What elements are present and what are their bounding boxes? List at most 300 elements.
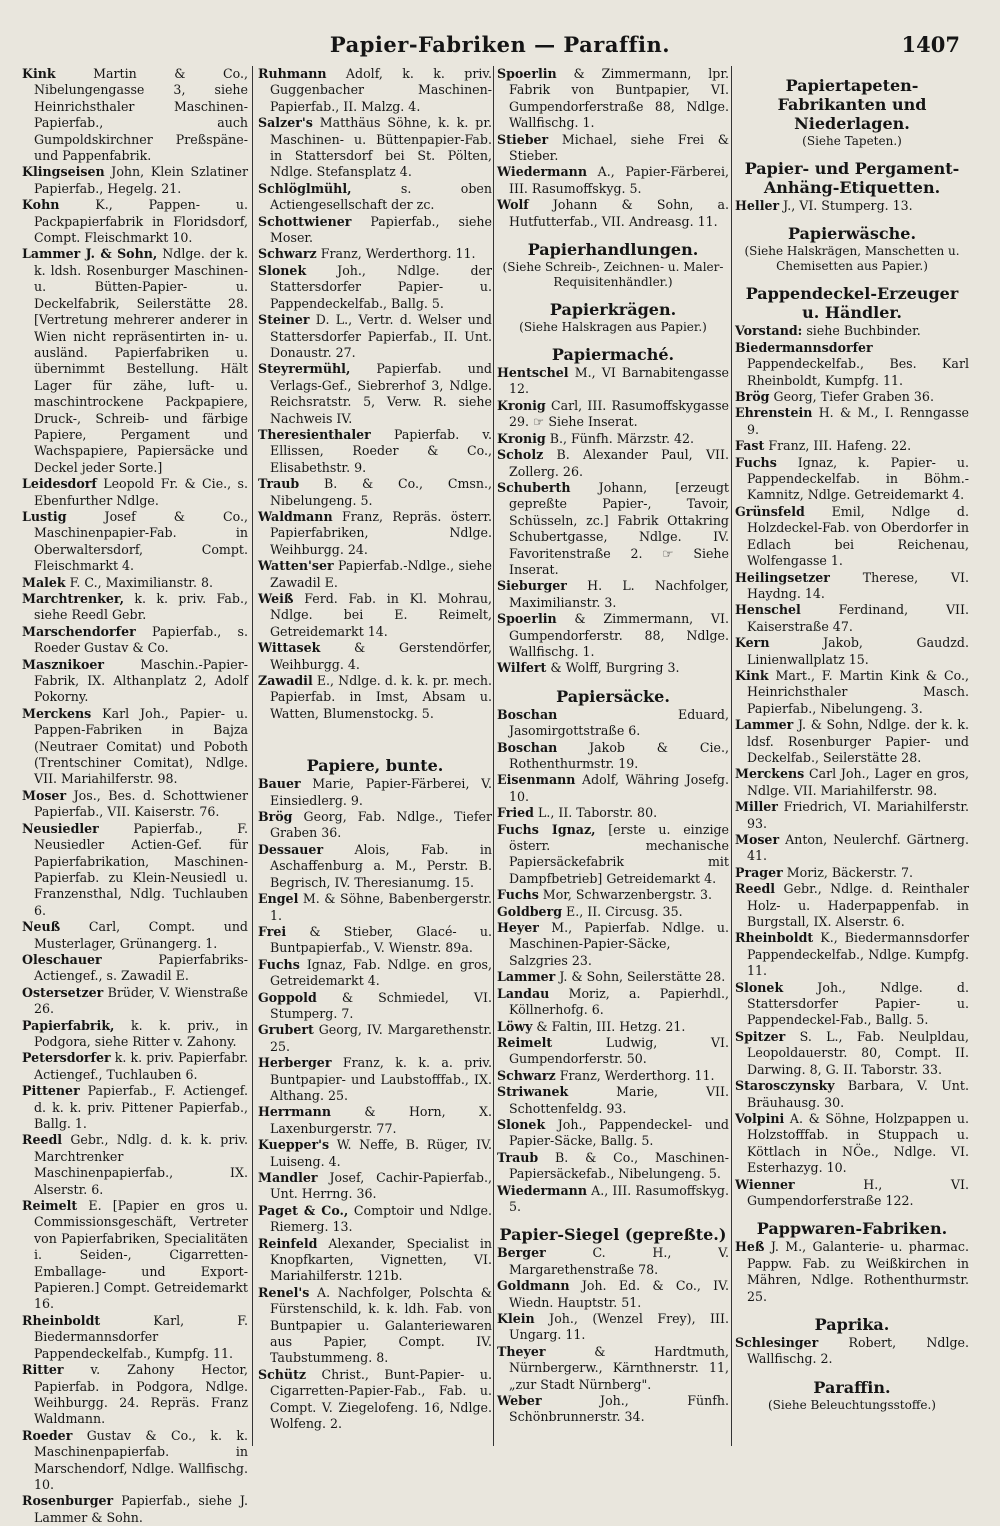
entry-name: Biedermannsdorfer [735, 339, 873, 355]
entry-text: Franz, Werderthorg. 11. [555, 1067, 715, 1083]
entry-name: Henschel [735, 602, 801, 618]
entry-name: Schlesinger [735, 1334, 819, 1350]
entry-name: Vorstand: [735, 323, 803, 339]
entry-name: Moser [735, 832, 780, 847]
entry-name: Heyer [497, 920, 539, 936]
section-heading: Papiermaché. [551, 345, 675, 365]
entry-name: Spoerlin [497, 611, 557, 627]
directory-entry [258, 312, 492, 361]
entry-text: & Schmiedel, VI. Stumperg. 7. [270, 989, 492, 1021]
entry-name: Spitzer [735, 1028, 786, 1044]
entry-name: Kern [735, 635, 770, 651]
directory-entry [497, 1068, 729, 1084]
entry-name: Striwanek [497, 1084, 569, 1100]
entry-name: Neusiedler [22, 820, 99, 836]
directory-entry [735, 668, 969, 717]
entry-text: Jakob, Gaudzd. Linienwallplatz 15. [747, 635, 969, 667]
entry-name: Rosenburger [22, 1493, 114, 1509]
entry-text: B. & Co., Maschinen-Papiersäckefab., Nibelungeng. 5. [509, 1149, 729, 1182]
entry-name: Papierfabrik, [22, 1017, 115, 1033]
directory-entry [497, 365, 729, 398]
directory-entry [735, 1177, 969, 1210]
entry-text: Ferd. Fab. in Kl. Mohrau, Ndlge. bei E. Reimelt, Getreidemarkt 14. [270, 591, 492, 639]
directory-entry [22, 1313, 248, 1362]
section-heading: Papierkrägen. [549, 300, 677, 320]
directory-entry [735, 455, 969, 504]
entry-text: Franz, k. k. a. priv. Buntpapier- und Laubstofffab., IX. Althang. 25. [270, 1055, 492, 1103]
directory-entry [258, 957, 492, 990]
entry-name: Kohn [22, 197, 60, 213]
entry-text: E., II. Circusg. 35. [562, 903, 683, 919]
directory-entry [497, 660, 729, 676]
directory-entry [497, 986, 729, 1019]
entry-name: Schlöglmühl, [258, 180, 352, 196]
entry-text: Alois, Fab. in Aschaffenburg a. M., Perstr. B. Begrisch, IV. Theresianumg. 15. [270, 841, 492, 890]
directory-entry [497, 904, 729, 920]
directory-entry [735, 799, 969, 832]
entry-name: Fast [735, 438, 765, 454]
entry-name: Goppold [258, 989, 317, 1005]
entry-name: Schütz [258, 1366, 307, 1382]
entry-name: Reimelt [22, 1198, 78, 1214]
entry-text: Adolf, Währing Josefg. 10. [509, 772, 729, 804]
directory-entry [22, 246, 248, 476]
entry-name: Wiedermann [497, 164, 587, 180]
entry-text: Joh. Ed. & Co., IV. Wiedn. Hauptstr. 51. [509, 1278, 729, 1310]
entry-text: & Faltin, III. Hetzg. 21. [532, 1018, 686, 1034]
entry-text: Ignaz, Fab. Ndlge. en gros, Getreidemarkt 4. [270, 956, 492, 989]
entry-text: S. L., Fab. Neulpldau, Leopoldauerstr. 80, Compt. II. Darwing. 8, G. II. Taborstr. 33. [747, 1028, 969, 1077]
directory-entry [258, 427, 492, 476]
entry-text: Joh., Fünfh. Schönbrunnerstr. 34. [509, 1393, 729, 1425]
entry-name: Bauer [258, 776, 301, 792]
entry-name: Fuchs [497, 887, 539, 903]
entry-text: Franz, Werderthorg. 11. [316, 246, 476, 262]
entry-text: Pappendeckelfab., Bes. Karl Rheinboldt, Kumpfg. 11. [747, 356, 969, 388]
entry-text: Leopold Fr. & Cie., s. Ebenfurther Ndlge. [34, 476, 248, 508]
entry-name: Oleschauer [22, 951, 102, 967]
directory-entry [258, 509, 492, 558]
entry-name: Fuchs [735, 454, 777, 470]
directory-entry [735, 1029, 969, 1078]
entry-text: Matthäus Söhne, k. k. pr. Maschinen- u. Büttenpapier-Fab. in Stattersdorf bei St. Pölten, Ndlge. Stefansplatz 4. [270, 115, 492, 180]
entry-text: Georg, Tiefer Graben 36. [769, 389, 934, 405]
directory-entry [735, 602, 969, 635]
directory-entry [497, 447, 729, 480]
entry-text: B., Fünfh. Märzstr. 42. [545, 430, 694, 446]
entry-name: Volpini [735, 1110, 785, 1126]
entry-text: & Zimmermann, VI. Gumpendorferstr. 88, Ndlge. Wallfischg. 1. [509, 611, 729, 659]
entry-name: Zawadil [258, 673, 313, 689]
entry-text: Papierfabriks-Actiengef., s. Zawadil E. [34, 951, 248, 984]
entry-text: F. C., Maximilianstr. 8. [65, 574, 213, 590]
section-heading: Pappwaren-Fabriken. [756, 1219, 948, 1239]
directory-entry [258, 1285, 492, 1367]
entry-name: Lammer J. & Sohn, [22, 246, 158, 262]
entry-name: Salzer's [258, 115, 313, 131]
directory-entry [22, 1083, 248, 1132]
directory-entry [258, 263, 492, 312]
directory-entry [735, 1239, 969, 1305]
entry-text: Papierfab. v. Ellissen, Roeder & Co., Elisabethstr. 9. [270, 426, 492, 475]
entry-name: Marchtrenker, [22, 591, 125, 606]
directory-entry [22, 1428, 248, 1494]
entry-text: Jakob & Cie., Rothenthurmstr. 19. [509, 739, 729, 771]
entry-text: Mart., F. Martin Kink & Co., Heinrichsthaler Masch. Papierfab., Nibelungeng. 3. [747, 667, 969, 716]
entry-name: Traub [258, 476, 300, 492]
section-heading: Papiere, bunte. [306, 756, 444, 776]
entry-name: Steyrermühl, [258, 361, 351, 377]
entry-text: k. k. priv. Papierfabr. Actiengef., Tuchlauben 6. [34, 1050, 248, 1082]
entry-name: Weiß [258, 591, 294, 606]
entry-text: L., II. Taborstr. 80. [533, 805, 658, 821]
directory-entry [497, 1117, 729, 1150]
entry-name: Reedl [735, 881, 776, 897]
entry-name: Schottwiener [258, 213, 352, 229]
directory-entry [735, 635, 969, 668]
directory-entry [497, 1393, 729, 1426]
entry-text: A., III. Rasumoffskyg. 5. [509, 1182, 729, 1214]
entry-text: Michael, siehe Frei & Stieber. [509, 131, 729, 164]
entry-name: Spoerlin [497, 66, 557, 81]
entry-name: Renel's [258, 1284, 310, 1300]
entry-name: Mandler [258, 1170, 318, 1185]
entry-text: Emil, Ndlge d. Holzdeckel-Fab. von Oberdorfer in Edlach bei Reichenau, Wolfengasse 1. [747, 503, 969, 569]
entry-name: Lammer [735, 717, 794, 733]
entry-text: v. Zahony Hector, Papierfab. in Podgora, Ndlge. Weihburgg. 24. Repräs. Franz Waldmann. [34, 1362, 248, 1427]
entry-text: Carl, Compt. und Musterlager, Grünangerg. 1. [34, 919, 248, 951]
page-title: Papier-Fabriken — Paraffin. [329, 32, 671, 57]
entry-text: Marie, VII. Schottenfeldg. 93. [509, 1084, 729, 1116]
directory-entry [22, 1050, 248, 1083]
section-note: (Siehe Schreib-, Zeichnen- u. Maler-Requisitenhändler.) [502, 260, 724, 290]
section-heading: Papier-Siegel (gepreßte.) [499, 1225, 727, 1245]
directory-entry [735, 1078, 969, 1111]
entry-name: Ehrenstein [735, 405, 813, 421]
entry-text: Eduard, Jasomirgottstraße 6. [509, 706, 729, 739]
directory-entry [735, 930, 969, 979]
directory-entry [22, 575, 248, 591]
directory-entry [497, 132, 729, 165]
directory-entry [258, 924, 492, 957]
directory-entry [22, 952, 248, 985]
directory-entry [258, 673, 492, 722]
column-2 [258, 66, 492, 1486]
directory-entry [22, 788, 248, 821]
entry-name: Theresienthaler [258, 426, 371, 442]
directory-entry [497, 772, 729, 805]
directory-entry [497, 822, 729, 888]
entry-text: W. Neffe, B. Rüger, IV. Luiseng. 4. [270, 1137, 492, 1169]
entry-name: Boschan [497, 706, 558, 722]
entry-text: Georg, Fab. Ndlge., Tiefer Graben 36. [270, 809, 492, 841]
directory-entry [735, 766, 969, 799]
directory-entry [497, 969, 729, 985]
directory-entry [22, 476, 248, 509]
entry-text: Marie, Papier-Färberei, V. Einsiedlerg. 9. [270, 776, 492, 808]
directory-entry [497, 1344, 729, 1393]
entry-name: Steiner [258, 312, 310, 328]
entry-text: Papierfab.-Ndlge., siehe Zawadil E. [270, 558, 492, 590]
entry-name: Wolf [497, 197, 529, 213]
directory-entry [497, 920, 729, 969]
directory-entry [735, 405, 969, 438]
entry-text: Gebr., Ndlge. d. Reinthaler Holz- u. Haderpappenfab. in Burgstall, IX. Alserstr. 6. [747, 881, 969, 930]
entry-name: Kink [735, 667, 769, 683]
directory-entry [258, 558, 492, 591]
entry-name: Engel [258, 891, 299, 907]
entry-name: Fried [497, 805, 534, 821]
entry-text: Carl, III. Rasumoffskygasse 29. ☞ Siehe Inserat. [509, 397, 729, 430]
entry-text: Alexander, Specialist in Knopfkarten, Vignetten, VI. Mariahilferstr. 121b. [270, 1235, 492, 1284]
entry-text: Robert, Ndlge. Wallfischg. 2. [747, 1334, 969, 1367]
entry-text: Joh., Ndlge. d. Stattersdorfer Papier- u. Pappendeckel-Fab., Ballg. 5. [747, 979, 969, 1028]
entry-name: Fuchs [258, 956, 300, 972]
entry-name: Klingseisen [22, 164, 105, 180]
entry-name: Lustig [22, 508, 67, 524]
entry-name: Stieber [497, 131, 549, 147]
entry-text: [erste u. einzige österr. mechanische Papiersäckefabrik mit Dampfbetrieb] Getreidemarkt 4. [509, 821, 729, 886]
section-heading: Pappendeckel-Erzeuger u. Händler. [745, 284, 959, 323]
directory-entry [258, 181, 492, 214]
directory-entry [735, 389, 969, 405]
entry-name: Ruhmann [258, 66, 327, 81]
entry-name: Löwy [497, 1018, 533, 1034]
directory-entry [497, 611, 729, 660]
entry-text: Papierfab. und Verlags-Gef., Siebrerhof 3, Ndlge. Reichsratstr. 5, Verw. R. siehe Nachweis IV. [270, 361, 492, 426]
directory-entry [735, 438, 969, 454]
entry-text: Anton, Neulerchf. Gärtnerg. 41. [747, 832, 969, 864]
directory-entry [22, 509, 248, 575]
entry-name: Heilingsetzer [735, 569, 830, 585]
directory-entry [497, 1150, 729, 1183]
entry-name: Weber [497, 1393, 542, 1409]
entry-name: Eisenmann [497, 772, 576, 788]
entry-text: Therese, VI. Haydng. 14. [747, 569, 969, 601]
directory-entry [735, 717, 969, 766]
entry-name: Fuchs Ignaz, [497, 821, 596, 837]
directory-entry [258, 1367, 492, 1433]
entry-text: B. Alexander Paul, VII. Zollerg. 26. [509, 447, 729, 479]
directory-entry [22, 1018, 248, 1051]
entry-name: Schwarz [258, 246, 317, 262]
directory-entry [497, 1183, 729, 1216]
entry-text: Moriz, Bäckerstr. 7. [782, 864, 913, 880]
directory-entry [22, 624, 248, 657]
entry-name: Reedl [22, 1132, 63, 1148]
directory-entry [258, 214, 492, 247]
entry-name: Slonek [258, 262, 307, 278]
entry-name: Miller [735, 799, 778, 815]
directory-entry [735, 881, 969, 930]
section-heading: Papierwäsche. [787, 224, 917, 244]
entry-text: Johann & Sohn, a. Hutfutterfab., VII. Andreasg. 11. [509, 197, 729, 229]
directory-entry [22, 985, 248, 1018]
directory-entry [258, 591, 492, 640]
directory-entry [735, 1111, 969, 1177]
section-heading: Paraffin. [813, 1377, 891, 1397]
entry-name: Reinfeld [258, 1235, 318, 1251]
directory-entry [735, 198, 969, 214]
entry-text: & Horn, X. Laxenburgerstr. 77. [270, 1104, 492, 1136]
page-header [0, 30, 1000, 62]
entry-text: & Hardtmuth, Nürnbergerw., Kärnthnerstr. 11, „zur Stadt Nürnberg". [509, 1343, 729, 1392]
entry-text: A. & Söhne, Holzpappen u. Holzstofffab. in Stuppach u. Köttlach in NÖe., Ndlge. VI. Esterhazyg. 10. [747, 1110, 969, 1176]
directory-entry [735, 1335, 969, 1368]
entry-name: Rheinboldt [735, 930, 814, 946]
entry-name: Dessauer [258, 841, 324, 857]
entry-text: Maschin.-Papier-Fabrik, IX. Althanplatz 2, Adolf Pokorny. [34, 656, 248, 705]
directory-entry [258, 1170, 492, 1203]
directory-entry [22, 1362, 248, 1428]
entry-name: Kuepper's [258, 1137, 330, 1153]
entry-text: Papierfab., s. Roeder Gustav & Co. [34, 623, 248, 656]
directory-entry [735, 832, 969, 865]
directory-entry [258, 246, 492, 262]
section-gap [258, 722, 492, 746]
entry-text: Ignaz, k. Papier- u. Pappendeckelfab. in Böhm.-Kamnitz, Ndlge. Getreidemarkt 4. [747, 454, 969, 503]
entry-text: J. M., Galanterie- u. pharmac. Pappw. Fab. zu Weißkirchen in Mähren, Ndlge. Rothenthurmstr. 25. [747, 1239, 969, 1304]
section-heading: Paprika. [814, 1314, 890, 1334]
directory-entry [258, 1022, 492, 1055]
directory-entry [497, 431, 729, 447]
entry-text: Joh., Ndlge. der Stattersdorfer Papier- u. Pappendeckelfab., Ballg. 5. [270, 262, 492, 311]
directory-entry [497, 480, 729, 578]
entry-text: siehe Buchbinder. [802, 323, 921, 339]
entry-text: & Gerstendörfer, Weihburgg. 4. [270, 640, 492, 672]
entry-name: Herrmann [258, 1104, 331, 1120]
directory-entry [258, 1236, 492, 1285]
entry-name: Brög [735, 389, 770, 405]
directory-entry [735, 865, 969, 881]
directory-entry [22, 197, 248, 246]
entry-name: Landau [497, 985, 550, 1001]
directory-entry [22, 821, 248, 919]
entry-name: Frei [258, 923, 287, 939]
entry-text: Gebr., Ndlg. d. k. k. priv. Marchtrenker Maschinenpapierfab., IX. Alserstr. 6. [34, 1132, 248, 1197]
entry-name: Schwarz [497, 1067, 556, 1083]
entry-name: Paget & Co., [258, 1202, 349, 1218]
directory-entry [22, 657, 248, 706]
directory-entry [22, 591, 248, 624]
section-heading: Papierhandlungen. [527, 240, 699, 260]
directory-entry [735, 504, 969, 570]
entry-name: Ostersetzer [22, 984, 104, 1000]
directory-entry [497, 1084, 729, 1117]
directory-entry [258, 1055, 492, 1104]
entry-text: Josef & Co., Maschinenpapier-Fab. in Oberwaltersdorf, Compt. Fleischmarkt 4. [34, 508, 248, 574]
column-1 [22, 66, 248, 1525]
entry-name: Herberger [258, 1055, 332, 1071]
entry-name: Pittener [22, 1083, 80, 1099]
entry-name: Grünsfeld [735, 503, 805, 519]
entry-text: Papierfab., siehe J. Lammer & Sohn. [34, 1493, 248, 1525]
entry-name: Prager [735, 864, 783, 880]
directory-entry [497, 1278, 729, 1311]
entry-text: K., Pappen- u. Packpapierfabrik in Floridsdorf, Compt. Fleischmarkt 10. [34, 197, 248, 246]
entry-text: Mor, Schwarzenbergstr. 3. [538, 887, 712, 903]
directory-entry [735, 323, 969, 339]
directory-entry [258, 891, 492, 924]
entry-text: Georg, IV. Margarethenstr. 25. [270, 1022, 492, 1054]
directory-entry [258, 1137, 492, 1170]
entry-text: & Stieber, Glacé- u. Buntpapierfab., V. Wienstr. 89a. [270, 923, 492, 956]
directory-entry [497, 398, 729, 431]
entry-name: Kink [22, 66, 56, 81]
section-note: (Siehe Halskrägen, Manschetten u. Chemisetten aus Papier.) [744, 244, 960, 274]
entry-text: D. L., Vertr. d. Welser und Stattersdorfer Papierfab., II. Unt. Donaustr. 27. [270, 312, 492, 360]
entry-name: Wienner [735, 1176, 795, 1192]
directory-entry [258, 66, 492, 115]
entry-name: Leidesdorf [22, 476, 97, 492]
entry-text: J. & Sohn, Seilerstätte 28. [555, 969, 726, 985]
entry-name: Kronig [497, 430, 546, 446]
entry-text: Franz, III. Hafeng. 22. [764, 438, 912, 454]
directory-entry [497, 707, 729, 740]
directory-entry [735, 980, 969, 1029]
entry-text: Joh., (Wenzel Frey), III. Ungarg. 11. [509, 1311, 729, 1343]
entry-name: Traub [497, 1149, 539, 1165]
directory-entry [258, 640, 492, 673]
directory-entry [497, 805, 729, 821]
entry-name: Wittasek [258, 640, 321, 656]
entry-name: Kronig [497, 397, 546, 413]
entry-name: Wilfert [497, 660, 547, 676]
entry-text: A., Papier-Färberei, III. Rasumoffskyg. 5. [509, 164, 729, 196]
entry-text: & Zimmermann, lpr. Fabrik von Buntpapier, VI. Gumpendorferstraße 88, Ndlge. Wallfischg. 1. [509, 66, 729, 131]
entry-text: M., Papierfab. Ndlge. u. Maschinen-Papier-Säcke, Salzgries 23. [509, 920, 729, 968]
section-note: (Siehe Tapeten.) [802, 134, 902, 148]
entry-name: Boschan [497, 739, 558, 755]
column-divider [731, 66, 732, 1446]
entry-name: Masznikoer [22, 656, 105, 672]
directory-entry [258, 842, 492, 891]
entry-text: H. & M., I. Renngasse 9. [747, 405, 969, 437]
entry-text: s. oben Actiengesellschaft der zc. [270, 180, 492, 213]
entry-name: Malek [22, 574, 66, 590]
entry-name: Neuß [22, 919, 61, 935]
entry-text: Papierfab., siehe Moser. [270, 213, 492, 246]
entry-name: Sieburger [497, 578, 567, 594]
entry-text: Carl Joh., Lager en gros, Ndlge. VII. Mariahilferstr. 98. [747, 766, 969, 798]
entry-name: Brög [258, 809, 293, 825]
entry-name: Starosczynsky [735, 1078, 835, 1094]
directory-entry [497, 578, 729, 611]
entry-text: Brüder, V. Wienstraße 26. [34, 984, 248, 1017]
section-note: (Siehe Beleuchtungsstoffe.) [768, 1397, 936, 1412]
entry-text: Comptoir und Ndlge. Riemerg. 13. [270, 1202, 492, 1235]
entry-name: Merckens [22, 705, 92, 721]
entry-text: Papierfab., F. Actiengef. d. k. k. priv. Pittener Papierfab., Ballg. 1. [34, 1083, 248, 1131]
entry-name: Waldmann [258, 508, 333, 524]
directory-entry [22, 706, 248, 788]
entry-text: k. k. priv., in Podgora, siehe Ritter v. Zahony. [34, 1017, 248, 1049]
entry-name: Grubert [258, 1022, 314, 1038]
directory-entry [497, 740, 729, 773]
directory-entry [22, 919, 248, 952]
entry-text: Ndlge. der k. k. ldsh. Rosenburger Maschinen- u. Bütten-Papier- u. Deckelfabrik, Seilerstätte 28. [Vertretung mehrerer anderer in Wien nicht repräsentirten in- u. ausländ. Papierfabriken u. übernimmt Bestellung. Hält Lager für zähe, luft- u. maschintrockene Packpapiere, Druck-, Schreib- und färbige Papiere, Pergament und Wachspapiere, Papiersäcke und Deckel jeder Sorte.] [34, 246, 248, 475]
entry-name: Heß [735, 1239, 765, 1255]
entry-text: Barbara, V. Unt. Bräuhausg. 30. [747, 1078, 969, 1110]
entry-text: Ludwig, VI. Gumpendorferstr. 50. [509, 1034, 729, 1067]
entry-name: Hentschel [497, 365, 569, 381]
entry-text: Franz, Repräs. österr. Papierfabriken, Ndlge. Weihburgg. 24. [270, 508, 492, 557]
entry-text: Ferdinand, VII. Kaiserstraße 47. [747, 602, 969, 634]
entry-text: Papierfab., F. Neusiedler Actien-Gef. für Papierfabrikation, Maschinen-Papierfab. zu Klein-Neusiedl u. Franzensthal, Ndlg. Tuchlauben 6. [34, 820, 248, 918]
entry-text: John, Klein Szlatiner Papierfab., Hegelg. 21. [34, 164, 248, 196]
section-heading: Papiersäcke. [556, 686, 670, 706]
entry-text: K., Biedermannsdorfer Pappendeckelfab., Ndlge. Kumpfg. 11. [747, 930, 969, 979]
